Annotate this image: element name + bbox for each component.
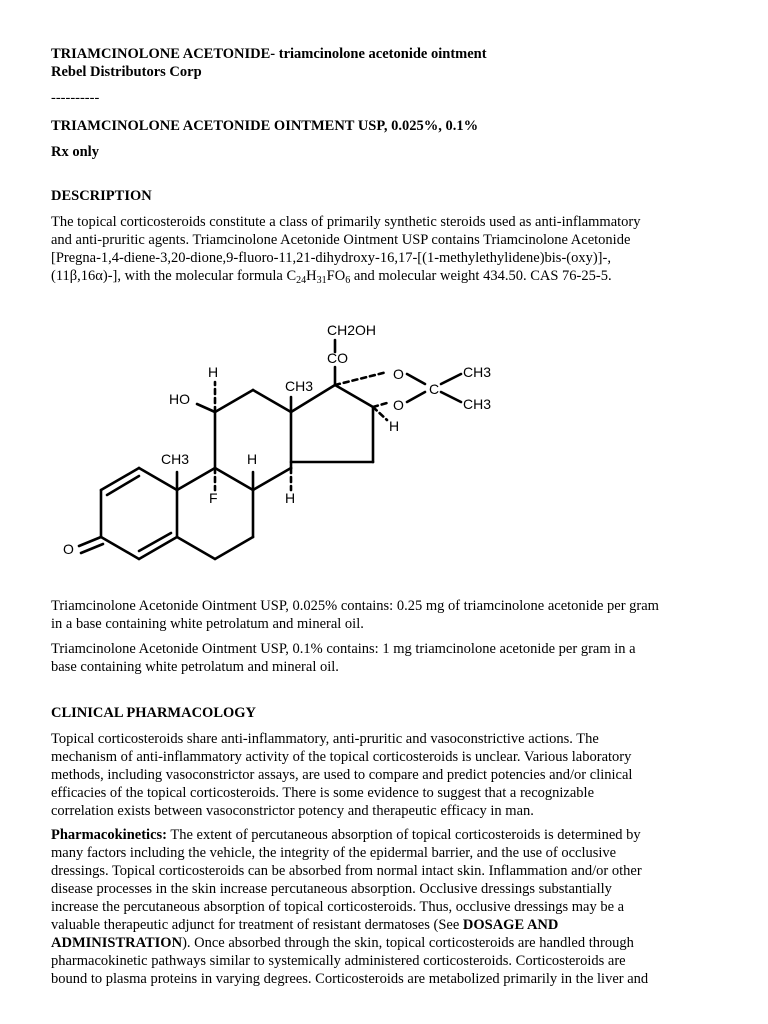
strength-line: Triamcinolone Acetonide Ointment USP, 0.1% contains: 1 mg triamcinolone acetonide per gram in a xyxy=(51,641,636,657)
pharmacokinetics-text: valuable therapeutic adjunct for treatment of resistant dermatoses (See xyxy=(51,917,463,933)
label-o-ketone: O xyxy=(63,541,74,557)
pharmacokinetics-line: increase the percutaneous absorption of topical corticosteroids. Thus, occlusive dressings may be a xyxy=(51,899,625,915)
document-title xyxy=(51,45,487,63)
formula-fo: FO xyxy=(326,268,346,284)
pharmacokinetics-first-line xyxy=(51,826,721,844)
label-ch3-top: CH3 xyxy=(463,364,492,380)
administration-reference: ADMINISTRATION xyxy=(51,935,183,951)
label-ch2oh: CH2OH xyxy=(327,322,377,338)
pharmacokinetics-line: many factors including the vehicle, the integrity of the epidermal barrier, and the use of occlusive xyxy=(51,845,617,861)
pharmacokinetics-line: disease processes in the skin increase percutaneous absorption. Occlusive dressings substantially xyxy=(51,881,612,897)
strength-paragraph-0025 xyxy=(51,597,721,633)
pharmacokinetics-text: The extent of percutaneous absorption of topical corticosteroids is determined by xyxy=(166,827,641,843)
formula-sub-c: 24 xyxy=(296,275,307,286)
label-co: CO xyxy=(327,350,348,366)
company-name: Rebel Distributors Corp xyxy=(51,64,202,80)
clinical-line: efficacies of the topical corticosteroids. There is some evidence to suggest that a recognizable xyxy=(51,785,595,801)
description-line: The topical corticosteroids constitute a class of primarily synthetic steroids used as anti-inflammatory xyxy=(51,214,641,230)
label-ch3-13: CH3 xyxy=(285,378,314,394)
pharmacokinetics-label: Pharmacokinetics: xyxy=(51,827,167,843)
description-line: and anti-pruritic agents. Triamcinolone Acetonide Ointment USP contains Triamcinolone Acetonide xyxy=(51,232,631,248)
strength-line: base containing white petrolatum and mineral oil. xyxy=(51,659,339,675)
strength-paragraph-01 xyxy=(51,640,721,676)
clinical-line: methods, including vasoconstrictor assays, are used to compare and predict potencies and/or clinical xyxy=(51,767,633,783)
clinical-line: Topical corticosteroids share anti-inflammatory, anti-pruritic and vasoconstrictive actions. The xyxy=(51,731,599,747)
clinical-pharmacology-paragraph xyxy=(51,730,721,820)
chemical-structure-diagram xyxy=(57,312,527,567)
description-paragraph xyxy=(51,213,721,285)
label-ch3-bottom: CH3 xyxy=(463,396,492,412)
pharmacokinetics-line xyxy=(51,916,721,934)
pharmacokinetics-line: bound to plasma proteins in varying degrees. Corticosteroids are metabolized primarily in the liver and xyxy=(51,971,649,987)
pharmacokinetics-paragraph xyxy=(51,826,721,988)
strength-line: in a base containing white petrolatum and mineral oil. xyxy=(51,616,364,632)
formula-suffix: and molecular weight 434.50. CAS 76-25-5. xyxy=(350,268,612,284)
rx-only: Rx only xyxy=(51,144,99,160)
label-f: F xyxy=(209,490,218,506)
label-ho: HO xyxy=(169,391,190,407)
pharmacokinetics-line xyxy=(51,934,721,952)
formula-sub-h: 31 xyxy=(316,275,327,286)
label-o-bottom: O xyxy=(393,397,404,413)
description-line: [Pregna-1,4-diene-3,20-dione,9-fluoro-11,21-dihydroxy-16,17-[(1-methylethylidene)bis-(oxy)]-, xyxy=(51,250,611,266)
label-h-16: H xyxy=(389,418,400,434)
strength-line: Triamcinolone Acetonide Ointment USP, 0.025% contains: 0.25 mg of triamcinolone acetonide per gram xyxy=(51,598,659,614)
description-formula-line xyxy=(51,267,721,285)
title-description: triamcinolone acetonide ointment xyxy=(275,46,487,62)
clinical-pharmacology-heading: CLINICAL PHARMACOLOGY xyxy=(51,705,257,721)
pharmacokinetics-line: dressings. Topical corticosteroids can be absorbed from normal intact skin. Inflammation and/or other xyxy=(51,863,642,879)
separator: ---------- xyxy=(51,90,100,106)
label-ch3-10: CH3 xyxy=(161,451,190,467)
description-heading: DESCRIPTION xyxy=(51,188,152,204)
product-title: TRIAMCINOLONE ACETONIDE OINTMENT USP, 0.025%, 0.1% xyxy=(51,118,479,134)
label-h-14: H xyxy=(285,490,296,506)
title-drug-name: TRIAMCINOLONE ACETONIDE- xyxy=(51,46,276,62)
label-o-top: O xyxy=(393,366,404,382)
label-h-11: H xyxy=(208,364,219,380)
formula-h: H xyxy=(306,268,317,284)
formula-prefix: (11β,16α)-], with the molecular formula C xyxy=(51,268,297,284)
pharmacokinetics-line: pharmacokinetic pathways similar to systemically administered corticosteroids. Corticosteroids are xyxy=(51,953,626,969)
label-h-8: H xyxy=(247,451,258,467)
pharmacokinetics-text: ). Once absorbed through the skin, topical corticosteroids are handled through xyxy=(182,935,634,951)
clinical-line: mechanism of anti-inflammatory activity of the topical corticosteroids is unclear. Various laboratory xyxy=(51,749,632,765)
clinical-line: correlation exists between vasoconstrictor potency and therapeutic efficacy in man. xyxy=(51,803,534,819)
dosage-reference: DOSAGE AND xyxy=(462,917,559,933)
formula-sub-o: 6 xyxy=(345,275,351,286)
label-c-acetonide: C xyxy=(429,381,440,397)
